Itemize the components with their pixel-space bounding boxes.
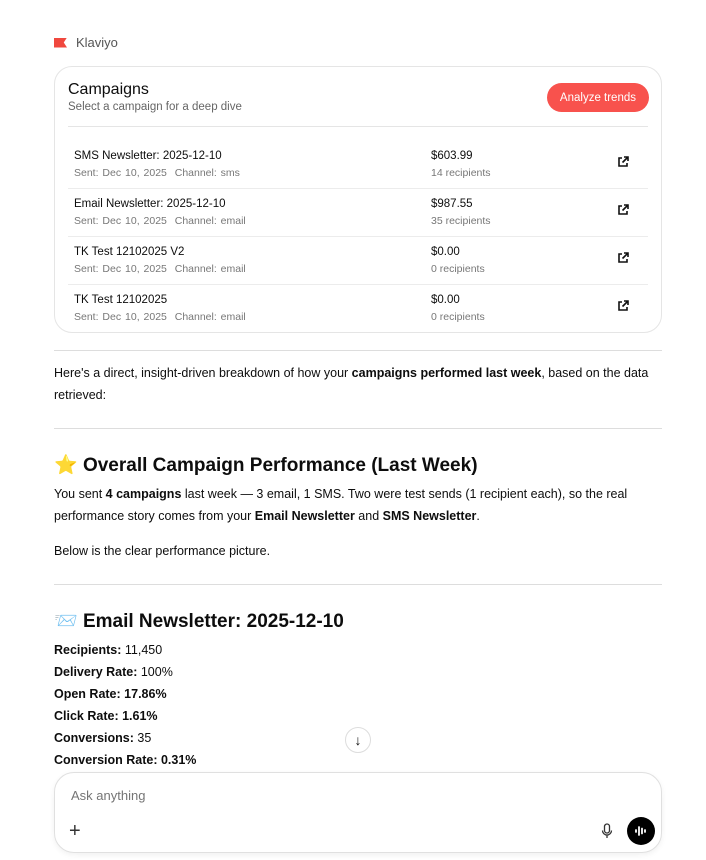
- campaign-name: TK Test 12102025 V2: [74, 246, 185, 258]
- campaign-recipients: 35 recipients: [431, 215, 491, 227]
- text: 4 campaigns: [105, 487, 182, 501]
- card-subtitle: Select a campaign for a deep dive: [68, 101, 242, 113]
- card-title: Campaigns: [68, 81, 149, 98]
- overview-paragraph: [54, 483, 662, 527]
- metric-label: Open Rate:: [54, 687, 121, 701]
- waveform-icon: [634, 825, 648, 837]
- campaign-row[interactable]: [68, 189, 648, 237]
- microphone-icon[interactable]: [601, 823, 613, 839]
- star-icon: ⭐: [54, 455, 78, 476]
- campaign-row[interactable]: [68, 141, 648, 189]
- campaign-revenue: $987.55: [431, 198, 473, 210]
- app-name: Klaviyo: [76, 35, 118, 50]
- open-external-icon[interactable]: [616, 299, 630, 313]
- composer: [54, 772, 662, 853]
- section-heading: [54, 609, 344, 633]
- scroll-down-button[interactable]: [345, 727, 371, 753]
- metric-line: [54, 731, 151, 745]
- metric-label: Delivery Rate:: [54, 665, 138, 679]
- heading-text: Email Newsletter: 2025-12-10: [82, 611, 344, 632]
- text: Here's a direct, insight-driven breakdown of how your: [54, 366, 352, 380]
- voice-mode-button[interactable]: [627, 817, 655, 845]
- heading-text: Overall Campaign Performance (Last Week): [82, 455, 478, 476]
- text: , based on the data retrieved:: [54, 366, 649, 402]
- campaign-meta: Sent: Dec 10, 2025 Channel: email: [74, 215, 246, 227]
- campaign-name: Email Newsletter: 2025-12-10: [74, 198, 226, 210]
- campaign-name: TK Test 12102025: [74, 294, 168, 306]
- campaign-name: SMS Newsletter: 2025-12-10: [74, 150, 222, 162]
- metric-label: Conversion Rate:: [54, 753, 158, 767]
- campaign-recipients: 0 recipients: [431, 263, 485, 275]
- envelope-icon: 📨: [54, 611, 78, 632]
- plus-icon[interactable]: +: [69, 820, 81, 842]
- metric-line: [54, 709, 158, 723]
- text: last week — 3 email, 1 SMS. Two were test sends (1 recipient each), so the real performance story comes from your: [54, 487, 628, 523]
- app-header: [54, 35, 118, 50]
- text: Email Newsletter: [254, 509, 355, 523]
- summary-line: Below is the clear performance picture.: [54, 544, 271, 558]
- intro-paragraph: [54, 362, 662, 406]
- metric-label: Click Rate:: [54, 709, 119, 723]
- campaign-revenue: $0.00: [431, 294, 460, 306]
- text: SMS Newsletter: [382, 509, 477, 523]
- metric-line: [54, 687, 167, 701]
- metric-value: 11,450: [121, 643, 163, 657]
- metric-label: Recipients:: [54, 643, 122, 657]
- campaigns-card: [54, 66, 662, 333]
- metric-line: [54, 753, 196, 767]
- metric-line: [54, 643, 162, 657]
- text: .: [476, 509, 480, 523]
- campaign-row[interactable]: [68, 237, 648, 285]
- open-external-icon[interactable]: [616, 155, 630, 169]
- campaign-meta: Sent: Dec 10, 2025 Channel: sms: [74, 167, 240, 179]
- campaign-meta: Sent: Dec 10, 2025 Channel: email: [74, 263, 246, 275]
- metric-label: Conversions:: [54, 731, 134, 745]
- divider: [54, 584, 662, 585]
- metric-value: 17.86%: [120, 687, 167, 701]
- text: You sent: [54, 487, 106, 501]
- klaviyo-flag-icon: [54, 38, 67, 48]
- metric-value: 35: [133, 731, 152, 745]
- metric-value: 100%: [137, 665, 173, 679]
- arrow-down-icon: ↓: [354, 732, 362, 748]
- open-external-icon[interactable]: [616, 251, 630, 265]
- metric-value: 1.61%: [118, 709, 158, 723]
- campaign-recipients: 14 recipients: [431, 167, 491, 179]
- campaign-recipients: 0 recipients: [431, 311, 485, 323]
- campaign-row[interactable]: [68, 285, 648, 333]
- campaign-meta: Sent: Dec 10, 2025 Channel: email: [74, 311, 246, 323]
- campaign-revenue: $603.99: [431, 150, 473, 162]
- text: campaigns performed last week: [351, 366, 542, 380]
- ask-input[interactable]: [71, 788, 571, 803]
- open-external-icon[interactable]: [616, 203, 630, 217]
- divider: [68, 126, 648, 127]
- campaign-revenue: $0.00: [431, 246, 460, 258]
- divider: [54, 350, 662, 351]
- metric-value: 0.31%: [157, 753, 197, 767]
- divider: [54, 428, 662, 429]
- text: and: [354, 509, 383, 523]
- section-heading: [54, 453, 478, 477]
- metric-line: [54, 665, 173, 679]
- analyze-trends-button[interactable]: Analyze trends: [547, 83, 649, 112]
